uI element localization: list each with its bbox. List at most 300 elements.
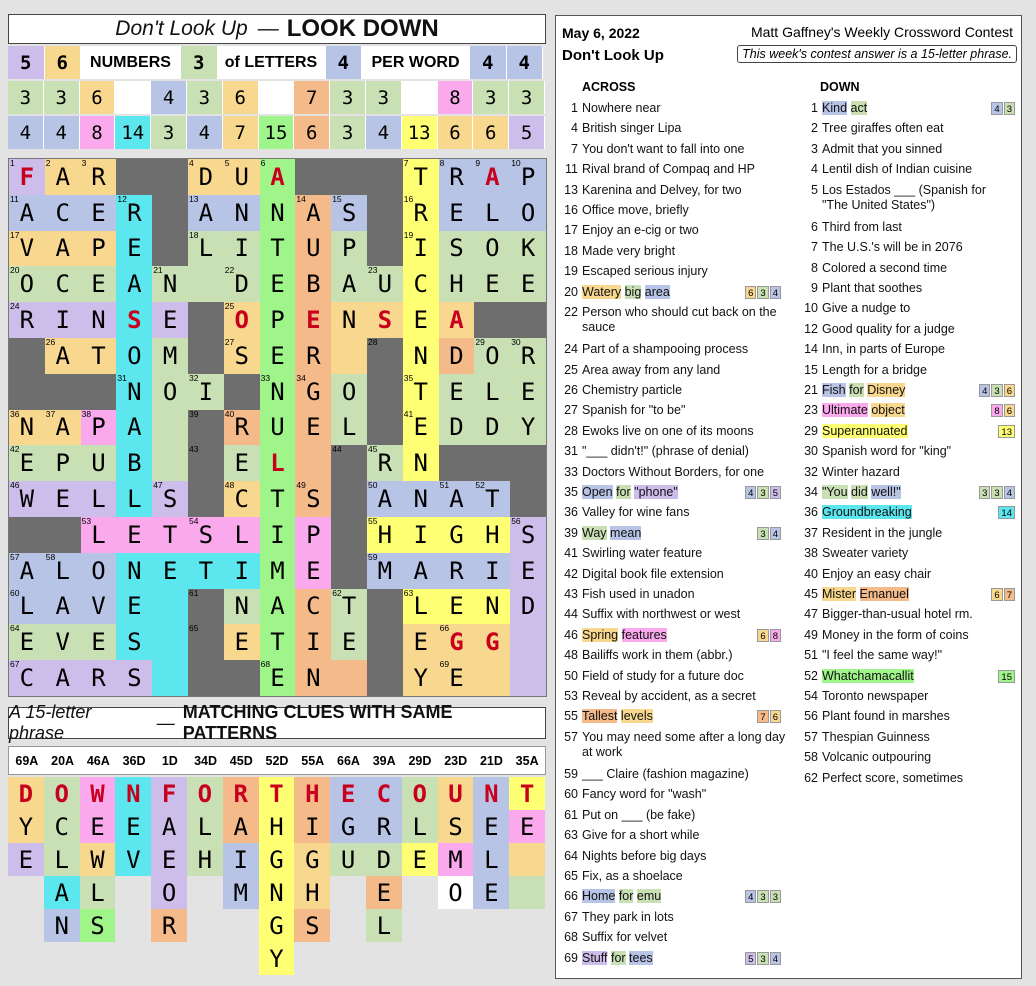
clue-highlight: Fish <box>822 383 846 397</box>
grid-letter: N <box>162 270 178 299</box>
grid-cell[interactable] <box>260 302 296 338</box>
clue-number: 44 <box>564 607 578 622</box>
grid-number: 36 <box>10 408 20 419</box>
clue-text: Tree giraffes often eat <box>822 121 944 136</box>
grid-cell[interactable] <box>439 338 475 374</box>
grid-cell[interactable] <box>260 553 296 589</box>
grid-cell[interactable] <box>474 374 510 410</box>
grid-cell[interactable] <box>116 302 152 338</box>
clue-highlight: area <box>644 284 670 299</box>
answer-cell: E <box>115 810 151 843</box>
grid-cell[interactable] <box>224 231 260 267</box>
grid-cell[interactable] <box>510 195 546 231</box>
grid-cell[interactable] <box>116 553 152 589</box>
grid-letter: D <box>234 270 249 299</box>
grid-cell[interactable] <box>260 481 296 517</box>
grid-cell[interactable] <box>403 445 439 481</box>
grid-letter: G <box>449 520 464 549</box>
clue-across-67 <box>562 910 792 925</box>
clue-number: 40 <box>804 566 818 581</box>
grid-letter: Y <box>520 413 536 442</box>
clue-down-15 <box>802 363 1017 378</box>
answer-cell: M <box>438 843 474 876</box>
grid-block <box>367 231 403 267</box>
clue-across-43 <box>562 587 792 602</box>
clue-across-48 <box>562 648 792 663</box>
answer-column-header: 52D <box>265 753 289 768</box>
badge-count: 4 <box>770 952 781 965</box>
clue-highlight: levels <box>620 709 653 724</box>
grid-cell[interactable] <box>510 589 546 625</box>
clue-number: 18 <box>564 243 578 258</box>
grid-letter: L <box>55 556 70 585</box>
grid-cell[interactable] <box>474 553 510 589</box>
grid-number: 29 <box>475 337 485 347</box>
grid-cell[interactable] <box>45 266 81 302</box>
clue-number: 4 <box>571 121 578 136</box>
clue-number: 6 <box>811 219 818 234</box>
grid-letter: T <box>485 485 500 514</box>
clue-text: Escaped serious injury <box>582 264 708 279</box>
grid-cell[interactable] <box>403 338 439 374</box>
answer-letter: U <box>438 777 474 810</box>
letter-count-badge <box>990 588 1015 601</box>
grid-cell[interactable] <box>260 410 296 446</box>
badge-count: 3 <box>1004 102 1015 115</box>
answer-column-header: 21D <box>479 753 503 768</box>
grid-cell[interactable] <box>152 517 188 553</box>
grid-letter: O <box>91 556 106 585</box>
grid-cell[interactable] <box>152 445 188 481</box>
clue-highlight: Open <box>582 485 613 499</box>
word-length-cell: 6 <box>473 116 509 149</box>
clue-number: 64 <box>564 848 578 863</box>
grid-cell[interactable] <box>510 624 546 660</box>
clue-across-65 <box>562 869 792 884</box>
grid-cell[interactable] <box>81 624 117 660</box>
grid-cell[interactable] <box>260 338 296 374</box>
left-panel <box>8 14 546 975</box>
grid-cell[interactable] <box>45 589 81 625</box>
clue-text: Ewoks live on one of its moons <box>582 423 754 438</box>
answer-cell: L <box>473 843 509 876</box>
grid-number: 42 <box>10 444 20 455</box>
answer-letter: O <box>187 777 223 810</box>
grid-letter: N <box>306 664 321 693</box>
clue-number: 28 <box>564 423 578 438</box>
grid-cell[interactable] <box>224 517 260 553</box>
clue-number: 24 <box>564 342 578 357</box>
letter-count-badge <box>756 710 781 723</box>
word-length-cell: 7 <box>223 116 259 149</box>
clue-text: Give a nudge to <box>822 301 911 316</box>
grid-letter: L <box>270 449 285 478</box>
grid-block <box>510 445 546 481</box>
answer-letter: H <box>294 777 330 810</box>
grid-cell[interactable] <box>116 589 152 625</box>
grid-cell[interactable] <box>510 231 546 267</box>
grid-cell[interactable] <box>295 266 331 302</box>
clue-number: 58 <box>804 750 818 765</box>
badge-count: 5 <box>770 486 781 499</box>
grid-cell[interactable] <box>403 553 439 589</box>
grid-number: 16 <box>403 193 414 204</box>
clue-number: 56 <box>804 709 818 724</box>
grid-cell[interactable] <box>81 266 117 302</box>
clue-across-1 <box>562 101 792 116</box>
grid-letter: E <box>413 628 428 657</box>
grid-letter: H <box>485 520 500 549</box>
grid-letter: A <box>127 270 142 299</box>
clue-number: 12 <box>804 321 818 336</box>
grid-cell[interactable] <box>331 302 367 338</box>
grid-cell[interactable] <box>295 410 331 446</box>
grid-number: 5 <box>224 158 230 168</box>
grid-cell[interactable] <box>45 660 81 696</box>
grid-letter: R <box>413 198 428 227</box>
grid-cell[interactable] <box>331 231 367 267</box>
clue-highlight: "You <box>822 485 848 499</box>
clue-down-6 <box>802 220 1017 235</box>
grid-cell[interactable] <box>474 195 510 231</box>
grid-number: 54 <box>189 516 199 526</box>
grid-letter: N <box>234 198 249 227</box>
grid-cell[interactable] <box>81 231 117 267</box>
grid-cell[interactable] <box>116 517 152 553</box>
answer-letter: D <box>8 777 44 810</box>
grid-cell[interactable] <box>81 195 117 231</box>
grid-cell[interactable] <box>260 589 296 625</box>
grid-cell[interactable] <box>439 374 475 410</box>
grid-cell[interactable] <box>510 266 546 302</box>
answer-column-header: 45D <box>229 753 253 768</box>
clue-number: 3 <box>811 141 818 156</box>
answer-column-header: 34D <box>194 753 217 768</box>
grid-cell[interactable] <box>439 266 475 302</box>
clue-highlight: Spring <box>582 627 619 642</box>
grid-number: 15 <box>332 193 342 204</box>
grid-cell[interactable] <box>116 338 152 374</box>
grid-block <box>367 410 403 446</box>
grid-letter: L <box>341 413 357 442</box>
clue-number: 8 <box>811 260 818 275</box>
grid-number: 69 <box>439 659 450 670</box>
grid-cell[interactable] <box>224 624 260 660</box>
puzzle-title: Don't Look Up <box>562 47 664 64</box>
badge-count: 3 <box>757 890 768 903</box>
grid-cell[interactable] <box>260 266 296 302</box>
grid-number: 59 <box>368 551 378 562</box>
grid-cell[interactable] <box>295 302 331 338</box>
grid-cell[interactable] <box>152 624 188 660</box>
badge-count: 7 <box>1004 588 1015 601</box>
grid-letter: Y <box>413 664 428 693</box>
clue-down-54 <box>802 689 1017 704</box>
word-length-cell: 6 <box>80 81 116 114</box>
clue-across-22 <box>562 305 792 335</box>
badge-count: 4 <box>979 384 990 397</box>
grid-cell[interactable] <box>152 589 188 625</box>
grid-letter: M <box>270 556 285 585</box>
grid-cell[interactable] <box>295 624 331 660</box>
clue-text: You may need some after a long day at work <box>582 729 786 759</box>
grid-letter: T <box>270 485 285 514</box>
grid-cell[interactable] <box>152 374 188 410</box>
grid-cell[interactable] <box>116 481 152 517</box>
grid-letter: N <box>234 592 249 621</box>
clue-down-58 <box>802 750 1017 765</box>
grid-block <box>367 624 403 660</box>
answer-cell: O <box>151 876 187 909</box>
answer-column-header: 1D <box>161 753 178 768</box>
grid-cell[interactable] <box>295 338 331 374</box>
grid-cell[interactable] <box>439 410 475 446</box>
grid-cell[interactable] <box>152 553 188 589</box>
grid-letter: L <box>127 485 142 514</box>
grid-cell[interactable] <box>260 624 296 660</box>
grid-cell[interactable] <box>331 374 367 410</box>
grid-cell[interactable] <box>295 660 331 696</box>
grid-cell[interactable] <box>224 195 260 231</box>
clue-text: Third from last <box>822 219 902 234</box>
clue-text: ___ Claire (fashion magazine) <box>582 767 749 781</box>
grid-cell[interactable] <box>439 195 475 231</box>
grid-letter: H <box>449 270 464 299</box>
grid-letter: E <box>91 628 106 657</box>
clue-down-9 <box>802 281 1017 296</box>
down-heading: DOWN <box>820 80 860 94</box>
grid-letter: E <box>306 413 321 442</box>
clue-highlight: Ultimate <box>822 403 868 418</box>
badge-count: 6 <box>991 588 1002 601</box>
grid-cell[interactable] <box>439 302 475 338</box>
answer-cell: I <box>294 810 330 843</box>
grid-letter: O <box>19 270 35 299</box>
grid-cell[interactable] <box>439 589 475 625</box>
grid-cell[interactable] <box>81 481 117 517</box>
grid-block <box>331 553 367 589</box>
grid-cell[interactable] <box>510 374 546 410</box>
clue-highlight: did <box>851 485 868 499</box>
clue-across-17 <box>562 223 792 238</box>
badge-count: 5 <box>745 952 756 965</box>
grid-letter: I <box>234 556 249 585</box>
clue-number: 31 <box>564 444 578 459</box>
grid-cell[interactable] <box>260 231 296 267</box>
grid-cell[interactable] <box>367 302 403 338</box>
grid-cell[interactable] <box>260 445 296 481</box>
grid-cell[interactable] <box>116 445 152 481</box>
grid-cell[interactable] <box>116 231 152 267</box>
grid-cell[interactable] <box>45 195 81 231</box>
grid-cell[interactable] <box>295 517 331 553</box>
grid-letter: L <box>413 592 428 621</box>
grid-number: 13 <box>189 193 199 204</box>
grid-cell[interactable] <box>188 553 224 589</box>
grid-cell[interactable] <box>331 266 367 302</box>
clue-text: Made very bright <box>582 243 676 258</box>
badge-count: 4 <box>770 286 781 299</box>
grid-block <box>474 445 510 481</box>
clue-number: 23 <box>804 403 818 418</box>
grid-cell[interactable] <box>116 410 152 446</box>
grid-letter: T <box>91 341 106 370</box>
answer-cell: H <box>187 843 223 876</box>
clue-text: Put on ___ (be fake) <box>582 807 696 822</box>
grid-letter: U <box>377 270 393 299</box>
grid-cell[interactable] <box>510 660 546 696</box>
grid-cell[interactable] <box>510 553 546 589</box>
grid-cell[interactable] <box>188 266 224 302</box>
grid-number: 40 <box>224 408 235 419</box>
clue-text <box>822 403 1015 418</box>
grid-letter: T <box>198 556 214 585</box>
grid-letter: R <box>127 198 142 227</box>
clue-highlight: emu <box>636 889 662 904</box>
title-bold: LOOK DOWN <box>286 15 439 42</box>
grid-cell[interactable] <box>45 624 81 660</box>
grid-cell[interactable] <box>474 517 510 553</box>
answer-note: This week's contest answer is a 15-letter phrase. <box>737 45 1017 63</box>
clue-number: 43 <box>564 587 578 601</box>
grid-cell[interactable] <box>295 231 331 267</box>
grid-cell[interactable] <box>510 410 546 446</box>
grid-cell[interactable] <box>81 660 117 696</box>
grid-cell[interactable] <box>403 266 439 302</box>
grid-cell[interactable] <box>260 195 296 231</box>
grid-cell[interactable] <box>81 589 117 625</box>
badge-count: 3 <box>991 384 1002 397</box>
grid-cell[interactable] <box>116 660 152 696</box>
grid-cell[interactable] <box>224 589 260 625</box>
grid-cell[interactable] <box>45 481 81 517</box>
grid-number: 61 <box>189 587 199 598</box>
grid-cell[interactable] <box>474 231 510 267</box>
grid-cell[interactable] <box>474 624 510 660</box>
grid-block <box>510 302 546 338</box>
grid-letter: N <box>127 556 142 585</box>
grid-cell[interactable] <box>81 338 117 374</box>
grid-number: 21 <box>153 265 163 276</box>
grid-cell[interactable] <box>45 302 81 338</box>
grid-cell[interactable] <box>295 589 331 625</box>
grid-cell[interactable] <box>403 660 439 696</box>
grid-cell[interactable] <box>116 624 152 660</box>
grid-letter: G <box>306 377 321 406</box>
grid-cell[interactable] <box>331 410 367 446</box>
grid-cell[interactable] <box>331 338 367 374</box>
grid-letter: S <box>162 485 178 514</box>
clue-across-57 <box>562 730 792 760</box>
clue-highlight: for <box>616 485 631 499</box>
clue-number: 55 <box>564 709 578 724</box>
grid-cell[interactable] <box>439 553 475 589</box>
answer-cell: H <box>294 876 330 909</box>
grid-letter: N <box>413 449 428 478</box>
grid-cell[interactable] <box>224 553 260 589</box>
clue-text: Swirling water feature <box>582 546 703 561</box>
grid-cell[interactable] <box>403 624 439 660</box>
grid-block <box>45 517 81 553</box>
grid-cell[interactable] <box>474 266 510 302</box>
word-length-cell: 4 <box>151 81 187 114</box>
answer-letter: T <box>509 777 545 810</box>
grid-cell[interactable] <box>152 410 188 446</box>
grid-letter: E <box>413 413 428 442</box>
bottom-title-bold: MATCHING CLUES WITH SAME PATTERNS <box>182 702 453 743</box>
grid-cell[interactable] <box>152 660 188 696</box>
badge-count: 15 <box>998 670 1015 683</box>
grid-cell[interactable] <box>439 231 475 267</box>
clue-text: Digital book file extension <box>582 566 724 581</box>
answer-letter: E <box>330 777 366 810</box>
grid-cell[interactable] <box>81 445 117 481</box>
grid-cell[interactable] <box>116 266 152 302</box>
word-length-cell: 3 <box>151 116 187 149</box>
grid-cell[interactable] <box>45 445 81 481</box>
grid-letter: E <box>127 592 142 621</box>
clue-highlight: Whatchamacallit <box>822 668 914 683</box>
grid-number: 47 <box>153 480 163 491</box>
grid-cell[interactable] <box>439 517 475 553</box>
grid-cell[interactable] <box>403 517 439 553</box>
badge-count: 4 <box>745 890 756 903</box>
grid-cell[interactable] <box>474 660 510 696</box>
grid-block <box>188 660 224 696</box>
grid-cell[interactable] <box>152 302 188 338</box>
grid-letter: R <box>19 306 35 335</box>
grid-letter: E <box>234 628 249 657</box>
clue-highlight: features <box>621 627 667 642</box>
grid-cell[interactable] <box>295 445 331 481</box>
grid-letter: I <box>55 306 70 335</box>
answer-cell: L <box>44 843 80 876</box>
answer-letter: N <box>115 777 151 810</box>
grid-letter: L <box>91 485 106 514</box>
grid-cell[interactable] <box>331 624 367 660</box>
grid-cell[interactable] <box>152 338 188 374</box>
grid-number: 53 <box>81 516 92 526</box>
grid-letter: I <box>234 234 249 263</box>
grid-number: 41 <box>403 408 414 419</box>
grid-cell[interactable] <box>81 302 117 338</box>
grid-cell[interactable] <box>474 410 510 446</box>
grid-letter: V <box>91 592 106 621</box>
grid-cell[interactable] <box>295 553 331 589</box>
grid-cell[interactable] <box>260 517 296 553</box>
grid-letter: S <box>198 520 214 549</box>
grid-letter: A <box>449 485 464 514</box>
grid-cell[interactable] <box>403 481 439 517</box>
clue-across-50 <box>562 669 792 684</box>
clue-number: 67 <box>564 909 578 924</box>
grid-letter: S <box>127 306 142 335</box>
grid-letter: I <box>413 234 428 263</box>
grid-cell[interactable] <box>403 302 439 338</box>
grid-letter: O <box>520 198 536 227</box>
grid-cell[interactable] <box>45 231 81 267</box>
grid-cell[interactable] <box>224 445 260 481</box>
grid-cell[interactable] <box>474 589 510 625</box>
grid-letter: C <box>306 592 321 621</box>
clue-across-68 <box>562 930 792 945</box>
grid-block <box>331 159 367 195</box>
grid-cell[interactable] <box>331 660 367 696</box>
grid-block <box>474 302 510 338</box>
clue-text: Nights before big days <box>582 848 707 863</box>
grid-cell[interactable] <box>81 553 117 589</box>
grid-letter: L <box>234 520 249 549</box>
